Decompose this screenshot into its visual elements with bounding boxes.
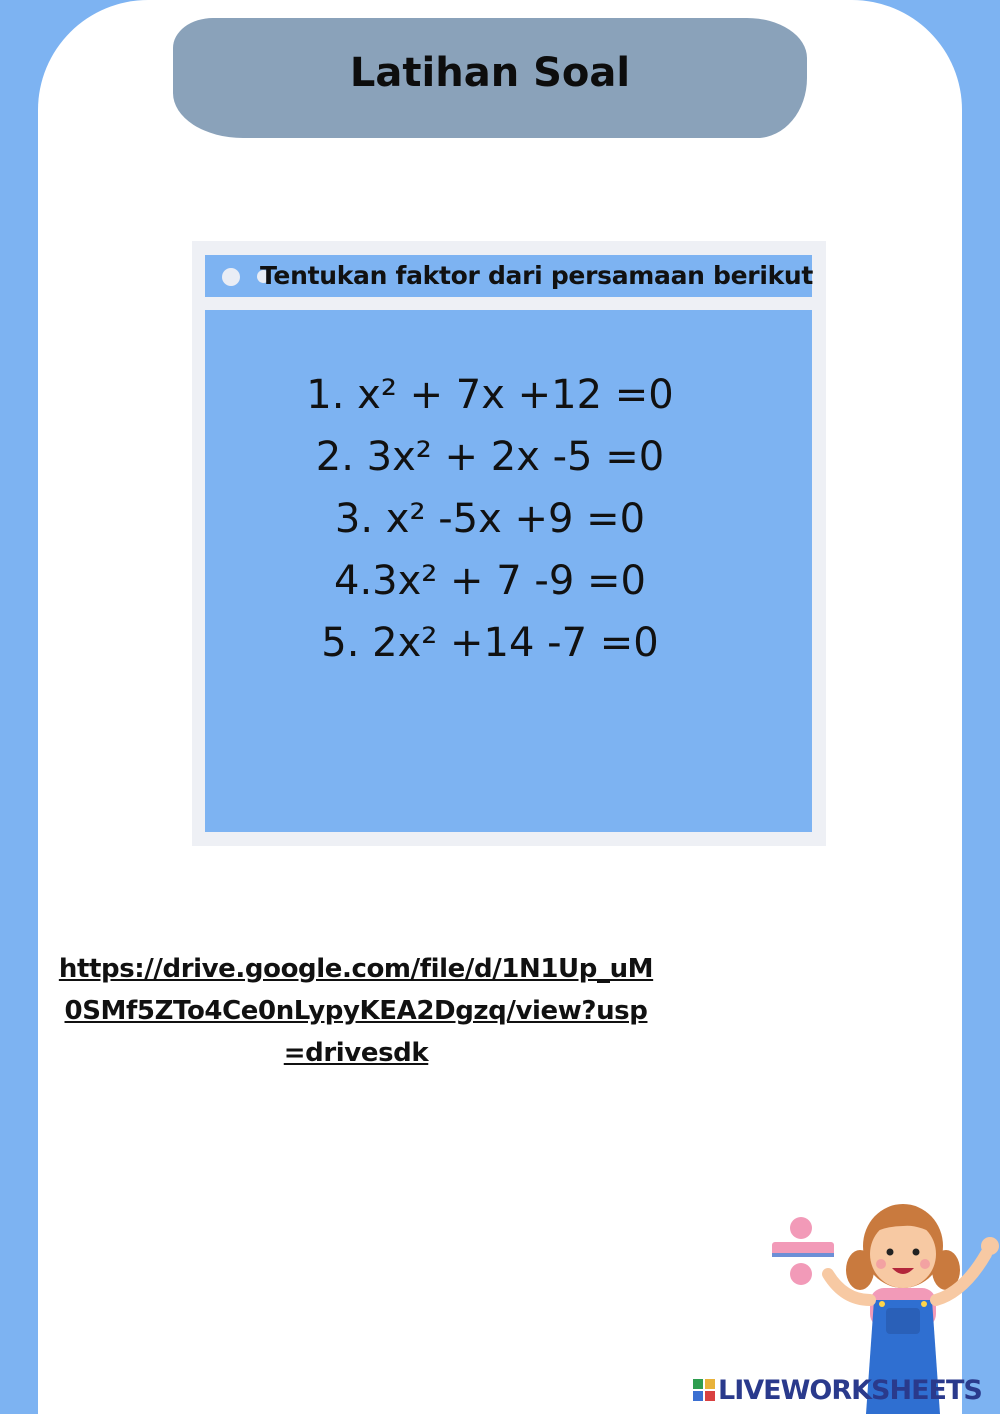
watermark-text: LIVEWORKSHEETS <box>718 1374 982 1406</box>
equation-item: 2. 3x² + 2x -5 =0 <box>315 434 665 480</box>
equation-list <box>205 364 775 674</box>
question-body <box>205 310 812 832</box>
drive-link[interactable]: https://drive.google.com/file/d/1N1Up_uM0SMf5ZTo4Ce0nLypyKEA2Dgzq/view?usp=drivesdk <box>58 954 654 1068</box>
question-card <box>192 241 826 846</box>
page-title: Latihan Soal <box>349 50 631 96</box>
equation-item: 5. 2x² +14 -7 =0 <box>321 620 659 666</box>
question-header <box>205 255 812 297</box>
bullet-icon <box>222 268 240 286</box>
instruction-text: Tentukan faktor dari persamaan berikut <box>260 261 814 290</box>
equation-item: 3. x² -5x +9 =0 <box>334 496 646 542</box>
liveworksheets-watermark <box>692 1372 992 1408</box>
equation-item: 1. x² + 7x +12 =0 <box>306 372 674 418</box>
equation-item: 4.3x² + 7 -9 =0 <box>334 558 646 604</box>
liveworksheets-logo-icon <box>692 1378 716 1402</box>
title-banner <box>173 18 807 138</box>
